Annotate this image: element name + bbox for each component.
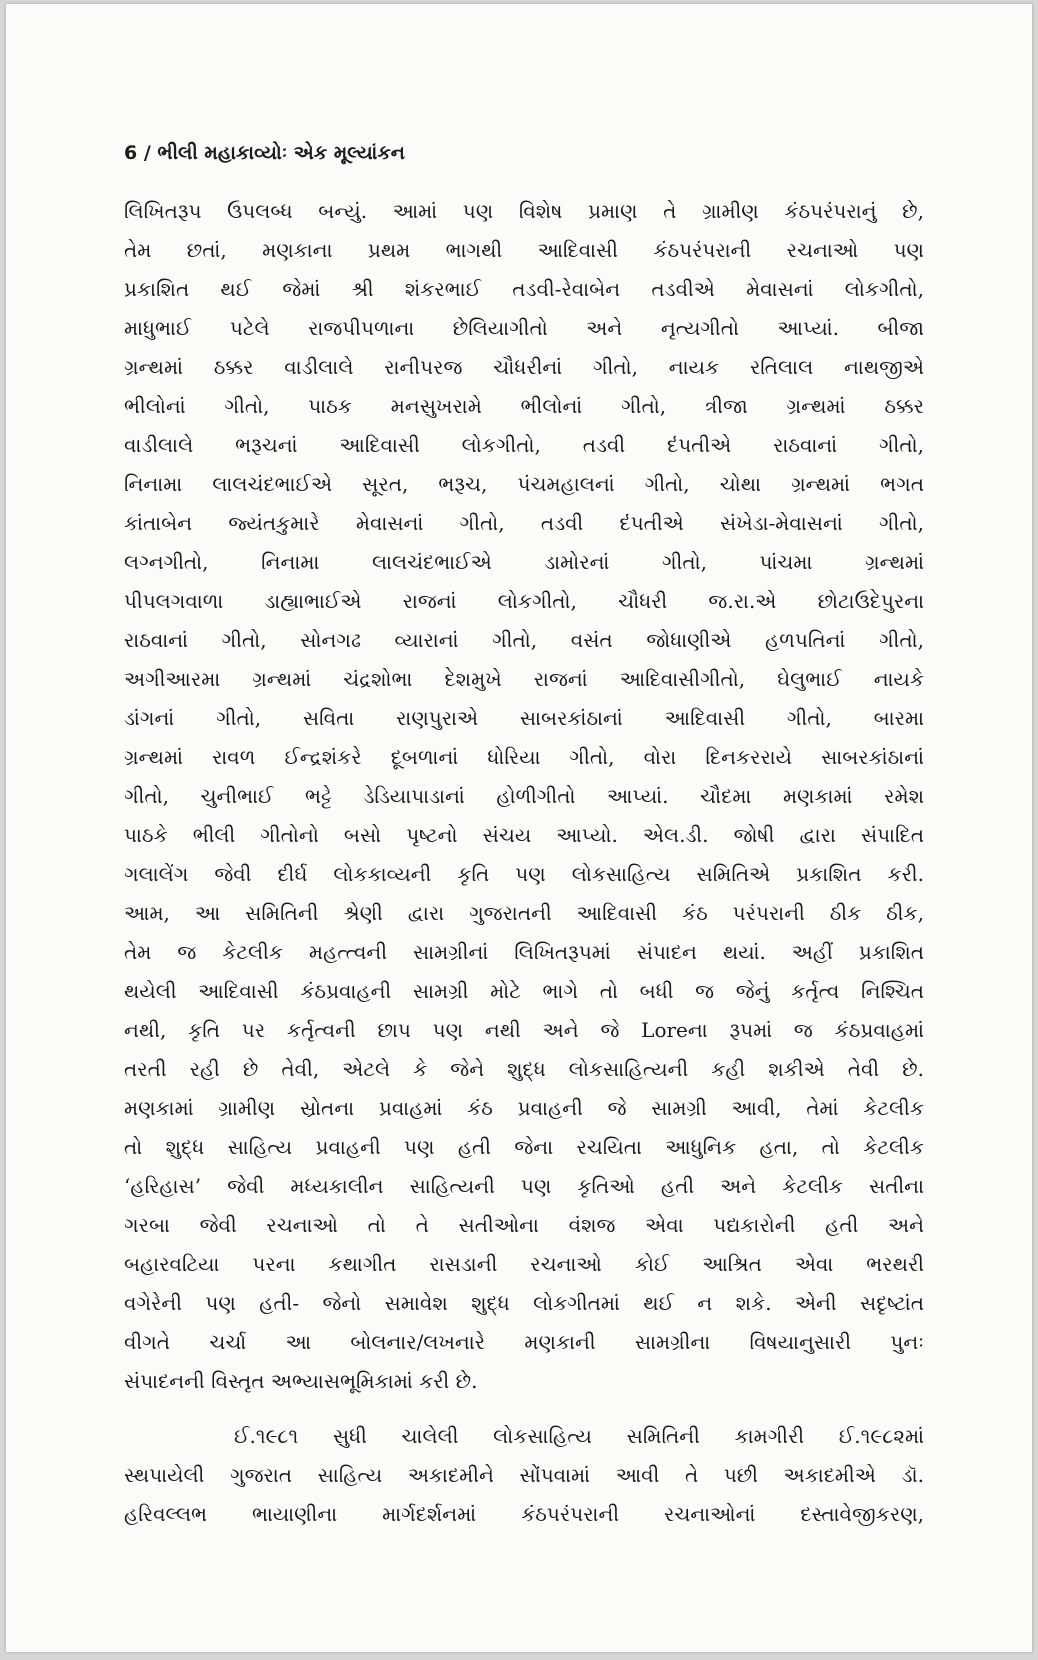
paragraph-1: [124, 192, 924, 1401]
text-line: કાંતાબેન જ્યંતકુમારે મેવાસનાં ગીતો, તડવી દંપતીએ સંખેડા-મેવાસનાં ગીતો,: [124, 511, 924, 535]
text-line: થયેલી આદિવાસી કંઠપ્રવાહની સામગ્રી મોટે ભાગે તો બધી જ જેનું કર્તૃત્વ નિશ્ચિત: [124, 979, 924, 1003]
text-line: બહારવટિયા પરના કથાગીત રાસડાની રચનાઓ કોઈ આશ્રિત એવા ભરથરી: [124, 1252, 924, 1276]
text-line: સંપાદનની વિસ્તૃત અભ્યાસભૂમિકામાં કરી છે.: [124, 1369, 478, 1393]
text-line: હરિવલ્લભ ભાયાણીના માર્ગદર્શનમાં કંઠપરંપરાની રચનાઓનાં દસ્તાવેજીકરણ,: [124, 1502, 924, 1526]
text-line: પીપલગવાળા ડાહ્યાભાઈએ રાજનાં લોકગીતો, ચૌધરી જ.રા.એ છોટાઉદેપુરના: [124, 589, 924, 613]
text-line: ઈ.૧૯૮૧ સુધી ચાલેલી લોકસાહિત્ય સમિતિની કામગીરી ઈ.૧૯૮૨માં: [234, 1424, 924, 1448]
text-line: ગીતો, ચુનીભાઈ ભટ્ટે ડેડિયાપાડાનાં હોળીગીતો આપ્યાં. ચૌદમા મણકામાં રમેશ: [124, 784, 924, 808]
text-line: માધુભાઈ પટેલે રાજપીપળાના છેલિયાગીતો અને નૃત્યગીતો આપ્યાં. બીજા: [124, 316, 924, 340]
text-line: વાડીલાલે ભરૂચનાં આદિવાસી લોકગીતો, તડવી દંપતીએ રાઠવાનાં ગીતો,: [124, 433, 924, 457]
text-line: ગ્રન્થમાં રાવળ ઈન્દ્રશંકરે દૂબળાનાં ધોરિયા ગીતો, વોરા દિનકરરાયે સાબરકાંઠાનાં: [124, 745, 924, 769]
text-line: તો શુદ્ધ સાહિત્ય પ્રવાહની પણ હતી જેના રચયિતા આધુનિક હતા, તો કેટલીક: [124, 1135, 924, 1159]
text-line: વગેરેની પણ હતી- જેનો સમાવેશ શુદ્ધ લોકગીતમાં થઈ ન શકે. એની સદૃષ્ટાંત: [124, 1291, 924, 1315]
text-line: પ્રકાશિત થઈ જેમાં શ્રી શંકરભાઈ તડવી-રેવાબેન તડવીએ મેવાસનાં લોકગીતો,: [124, 277, 924, 301]
text-line: વીગતે ચર્ચા આ બોલનાર/લખનારે મણકાની સામગ્રીના વિષયાનુસારી પુનઃ: [124, 1330, 924, 1354]
text-line: નથી, કૃતિ પર કર્તૃત્વની છાપ પણ નથી અને જે Loreના રૂપમાં જ કંઠપ્રવાહમાં: [124, 1018, 924, 1042]
text-line: ગરબા જેવી રચનાઓ તો તે સતીઓના વંશજ એવા પદ્યકારોની હતી અને: [124, 1213, 924, 1237]
text-line: ભીલોનાં ગીતો, પાઠક મનસુખરામે ભીલોનાં ગીતો, ત્રીજા ગ્રન્થમાં ઠક્કર: [124, 394, 924, 418]
text-line: ‘હરિહાસ’ જેવી મધ્યકાલીન સાહિત્યની પણ કૃતિઓ હતી અને કેટલીક સતીના: [124, 1174, 924, 1198]
text-line: ડાંગનાં ગીતો, સવિતા રાણપુરાએ સાબરકાંઠાનાં આદિવાસી ગીતો, બારમા: [124, 706, 924, 730]
book-page: [6, 4, 1032, 1652]
text-line: ગલાલેંગ જેવી દીર્ઘ લોકકાવ્યની કૃતિ પણ લોકસાહિત્ય સમિતિએ પ્રકાશિત કરી.: [124, 862, 924, 886]
text-line: નિનામા લાલચંદભાઈએ સૂરત, ભરૂચ, પંચમહાલનાં ગીતો, ચોથા ગ્રન્થમાં ભગત: [124, 472, 924, 496]
text-line: લિખિતરૂપ ઉપલબ્ધ બન્યું. આમાં પણ વિશેષ પ્રમાણ તે ગ્રામીણ કંઠપરંપરાનું છે,: [124, 199, 924, 223]
text-line: તેમ છતાં, મણકાના પ્રથમ ભાગથી આદિવાસી કંઠપરંપરાની રચનાઓ પણ: [124, 238, 924, 262]
text-line: પાઠકે ભીલી ગીતોનો બસો પૃષ્ટનો સંચય આપ્યો. એલ.ડી. જોષી દ્વારા સંપાદિત: [124, 823, 924, 847]
text-line: સ્થપાયેલી ગુજરાત સાહિત્ય અકાદમીને સોંપવામાં આવી તે પછી અકાદમીએ ડૉ.: [124, 1463, 924, 1487]
text-line: તેમ જ કેટલીક મહત્ત્વની સામગ્રીનાં લિખિતરૂપમાં સંપાદન થયાં. અહીં પ્રકાશિત: [124, 940, 924, 964]
running-head: 6 / ભીલી મહાકાવ્યોઃ એક મૂલ્યાંકન: [124, 142, 405, 164]
text-line: રાઠવાનાં ગીતો, સોનગઢ વ્યારાનાં ગીતો, વસંત જોધાણીએ હળપતિનાં ગીતો,: [124, 628, 924, 652]
text-line: આમ, આ સમિતિની શ્રેણી દ્વારા ગુજરાતની આદિવાસી કંઠ પરંપરાની ઠીક ઠીક,: [124, 901, 924, 925]
text-line: મણકામાં ગ્રામીણ સ્રોતના પ્રવાહમાં કંઠ પ્રવાહની જે સામગ્રી આવી, તેમાં કેટલીક: [124, 1096, 924, 1120]
paragraph-gap: [124, 1401, 924, 1417]
text-line: અગીઆરમા ગ્રન્થમાં ચંદ્રશોભા દેશમુખે રાજનાં આદિવાસીગીતો, ઘેલુભાઈ નાયકે: [124, 667, 924, 691]
text-line: ગ્રન્થમાં ઠક્કર વાડીલાલે રાનીપરજ ચૌધરીનાં ગીતો, નાયક રતિલાલ નાથજીએ: [124, 355, 924, 379]
text-line: લગ્નગીતો, નિનામા લાલચંદભાઈએ ડામોરનાં ગીતો, પાંચમા ગ્રન્થમાં: [124, 550, 924, 574]
paragraph-2: [124, 1417, 924, 1534]
text-line: તરતી રહી છે તેવી, એટલે કે જેને શુદ્ધ લોકસાહિત્યની કહી શકીએ તેવી છે.: [124, 1057, 924, 1081]
body-text: [124, 192, 924, 1534]
